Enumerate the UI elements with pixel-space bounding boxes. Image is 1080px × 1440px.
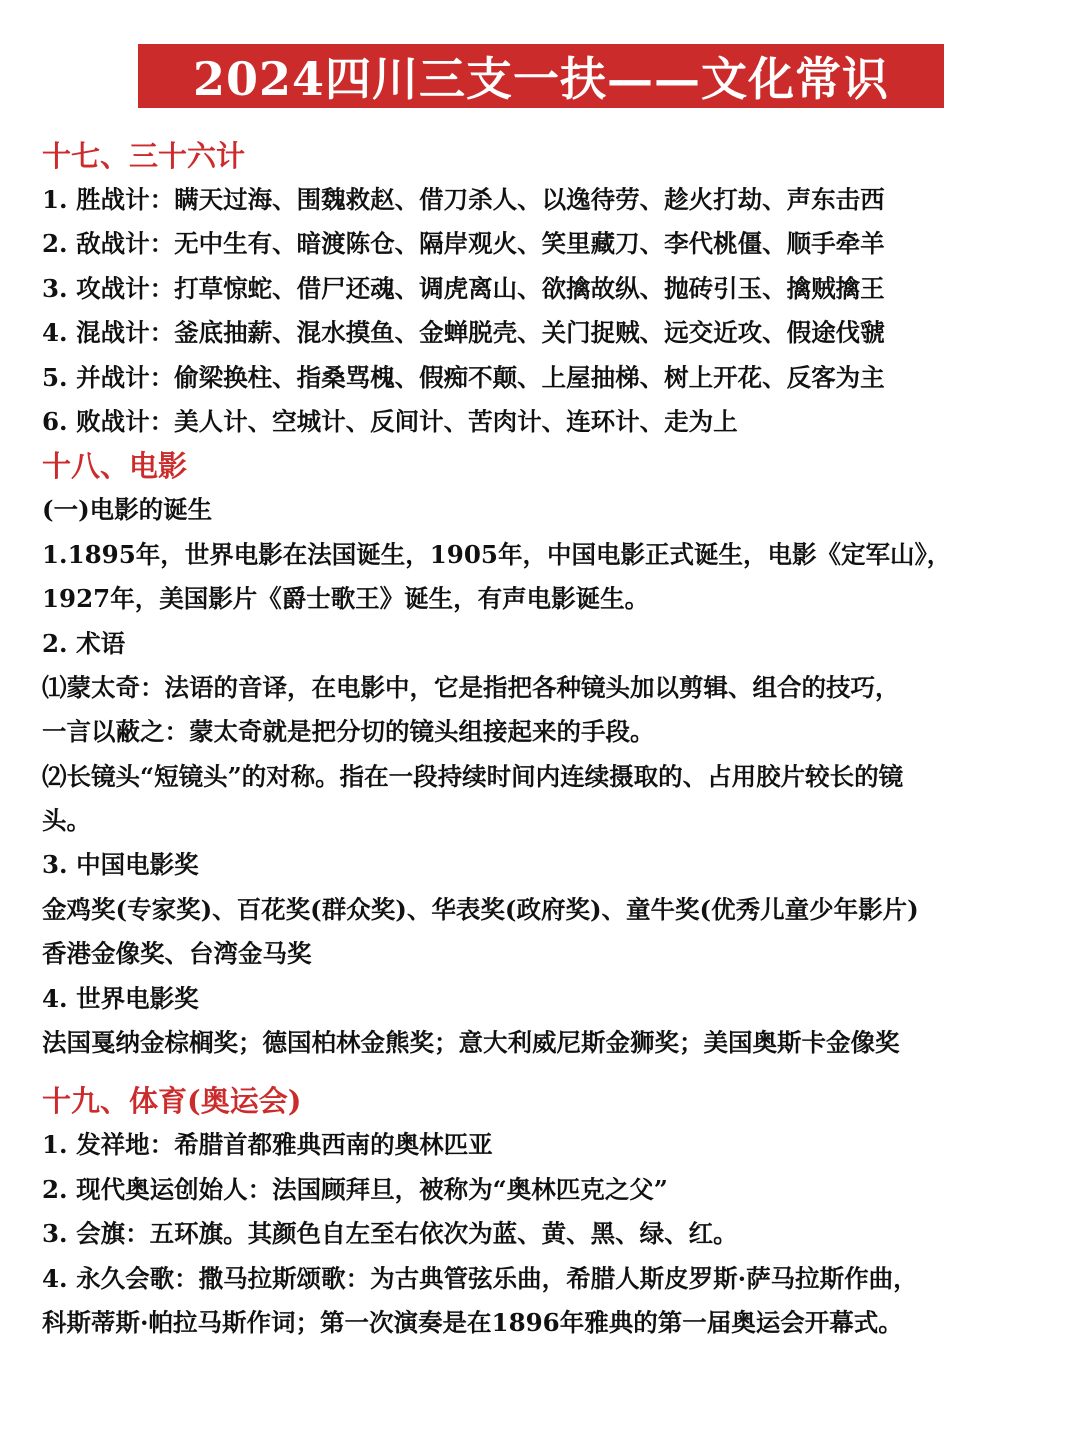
text-line: 1. 胜战计：瞒天过海、围魏救赵、借刀杀人、以逸待劳、趁火打劫、声东击西 [42, 185, 885, 214]
text-line: 一言以蔽之：蒙太奇就是把分切的镜头组接起来的手段。 [42, 717, 655, 747]
text-line: 4. 永久会歌：撒马拉斯颂歌：为古典管弦乐曲，希腊人斯皮罗斯·萨马拉斯作曲， [42, 1263, 918, 1293]
text-line: 香港金像奖、台湾金马奖 [42, 939, 312, 969]
section-heading-olympics: 十九、体育(奥运会) [42, 1084, 302, 1119]
text-line: 3. 中国电影奖 [42, 850, 199, 880]
text-line: 头。 [42, 806, 91, 836]
section-heading-thirty-six-stratagems: 十七、三十六计 [42, 139, 246, 173]
text-line: ⑵长镜头“短镜头”的对称。指在一段持续时间内连续摄取的、占用胶片较长的镜 [42, 761, 904, 791]
text-line: 法国戛纳金棕榈奖；德国柏林金熊奖；意大利威尼斯金狮奖；美国奥斯卡金像奖 [42, 1028, 900, 1058]
text-line: 1.1895年，世界电影在法国诞生，1905年，中国电影正式诞生，电影《定军山》， [42, 539, 952, 569]
text-line: 2. 现代奥运创始人：法国顾拜旦，被称为“奥林匹克之父” [42, 1174, 668, 1204]
text-line: 6. 败战计：美人计、空城计、反间计、苦肉计、连环计、走为上 [42, 406, 738, 436]
text-line: 2. 术语 [42, 628, 126, 658]
document-body [42, 134, 1052, 1345]
text-line: (一)电影的诞生 [42, 495, 213, 525]
text-line: 3. 攻战计：打草惊蛇、借尸还魂、调虎离山、欲擒故纵、抛砖引玉、擒贼擒王 [42, 273, 885, 303]
text-line: 3. 会旗：五环旗。其颜色自左至右依次为蓝、黄、黑、绿、红。 [42, 1219, 738, 1249]
text-line: 金鸡奖(专家奖)、百花奖(群众奖)、华表奖(政府奖)、童牛奖(优秀儿童少年影片) [42, 894, 919, 924]
text-line: ⑴蒙太奇：法语的音译，在电影中，它是指把各种镜头加以剪辑、组合的技巧， [42, 672, 900, 702]
text-line: 2. 敌战计：无中生有、暗渡陈仓、隔岸观火、笑里藏刀、李代桃僵、顺手牵羊 [42, 229, 885, 259]
text-line: 1927年，美国影片《爵士歌王》诞生，有声电影诞生。 [42, 584, 650, 614]
title-banner: 2024四川三支一扶——文化常识 [138, 44, 944, 108]
section-heading-film: 十八、电影 [42, 449, 188, 484]
text-line: 4. 世界电影奖 [42, 983, 199, 1013]
text-line: 5. 并战计：偷梁换柱、指桑骂槐、假痴不颠、上屋抽梯、树上开花、反客为主 [42, 362, 885, 392]
text-line: 4. 混战计：釜底抽薪、混水摸鱼、金蝉脱壳、关门捉贼、远交近攻、假途伐虢 [42, 318, 885, 348]
text-line: 科斯蒂斯·帕拉马斯作词；第一次演奏是在1896年雅典的第一届奥运会开幕式。 [42, 1307, 903, 1337]
text-line: 1. 发祥地：希腊首都雅典西南的奥林匹亚 [42, 1130, 493, 1160]
section-spacer [42, 1065, 1052, 1079]
